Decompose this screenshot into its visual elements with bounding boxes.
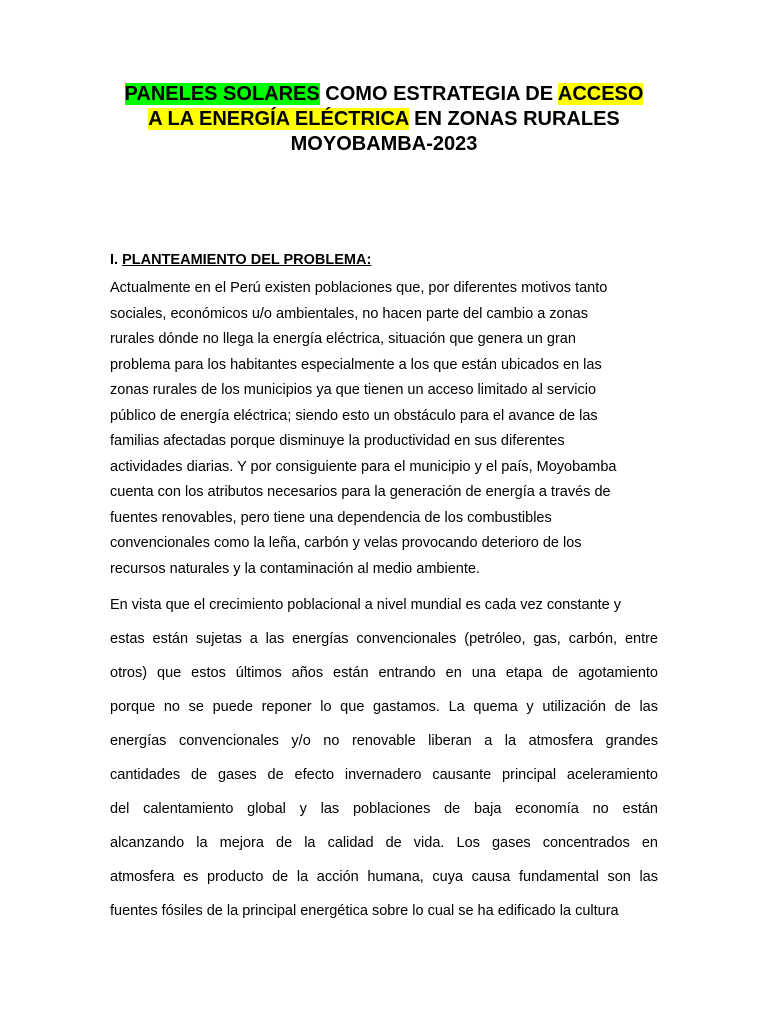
- paragraph-1: [110, 276, 658, 582]
- paragraph-line: Actualmente en el Perú existen poblaciones que, por diferentes motivos tanto: [110, 280, 608, 296]
- paragraph-line: convencionales como la leña, carbón y velas provocando deterioro de los: [110, 535, 582, 551]
- paragraph-line: energías convencionales y/o no renovable liberan a la atmosfera grandes: [110, 733, 658, 749]
- paragraph-line: problema para los habitantes especialmente a los que están ubicados en las: [110, 356, 602, 373]
- paragraph-line: En vista que el crecimiento poblacional a nivel mundial es cada vez constante y: [110, 597, 622, 613]
- paragraph-line: porque no se puede reponer lo que gastamos. La quema y utilización de las: [110, 699, 658, 715]
- paragraph-line: zonas rurales de los municipios ya que tienen un acceso limitado al servicio: [110, 382, 597, 398]
- paragraph-line: cantidades de gases de efecto invernadero causante principal aceleramiento: [110, 767, 658, 783]
- document-title: [60, 82, 708, 157]
- paragraph-line: del calentamiento global y las poblaciones de baja economía no están: [110, 801, 658, 817]
- paragraph-2: [110, 588, 658, 928]
- paragraph-line: cuenta con los atributos necesarios para la generación de energía a través de: [110, 484, 611, 500]
- section-heading-label: PLANTEAMIENTO DEL PROBLEMA:: [122, 252, 372, 268]
- title-text-segment: COMO ESTRATEGIA DE: [319, 83, 558, 105]
- paragraph-line: sociales, económicos u/o ambientales, no hacen parte del cambio a zonas: [110, 305, 588, 322]
- paragraph-line: recursos naturales y la contaminación al medio ambiente.: [110, 560, 480, 577]
- paragraph-line: alcanzando la mejora de la calidad de vida. Los gases concentrados en: [110, 835, 658, 851]
- title-highlight-acceso: ACCESO: [557, 83, 644, 105]
- section-heading: [110, 251, 371, 269]
- paragraph-line: fuentes fósiles de la principal energética sobre lo cual se ha edificado la cultura: [110, 903, 619, 919]
- paragraph-line: atmosfera es producto de la acción humana, cuya causa fundamental son las: [110, 869, 658, 885]
- title-highlight-paneles-solares: PANELES SOLARES: [124, 83, 320, 105]
- title-location-year: MOYOBAMBA-2023: [290, 133, 478, 155]
- paragraph-line: fuentes renovables, pero tiene una dependencia de los combustibles: [110, 509, 552, 526]
- paragraph-line: actividades diarias. Y por consiguiente para el municipio y el país, Moyobamba: [110, 458, 617, 475]
- title-highlight-energia-electrica: A LA ENERGÍA ELÉCTRICA: [148, 108, 409, 130]
- paragraph-line: rurales dónde no llega la energía eléctrica, situación que genera un gran: [110, 331, 576, 347]
- paragraph-line: estas están sujetas a las energías convencionales (petróleo, gas, carbón, entre: [110, 631, 658, 647]
- paragraph-line: público de energía eléctrica; siendo esto un obstáculo para el avance de las: [110, 407, 598, 424]
- title-text-segment: EN ZONAS RURALES: [408, 108, 620, 130]
- section-number: I.: [110, 252, 123, 268]
- paragraph-line: familias afectadas porque disminuye la productividad en sus diferentes: [110, 433, 565, 449]
- paragraph-line: otros) que estos últimos años están entrando en una etapa de agotamiento: [110, 665, 658, 681]
